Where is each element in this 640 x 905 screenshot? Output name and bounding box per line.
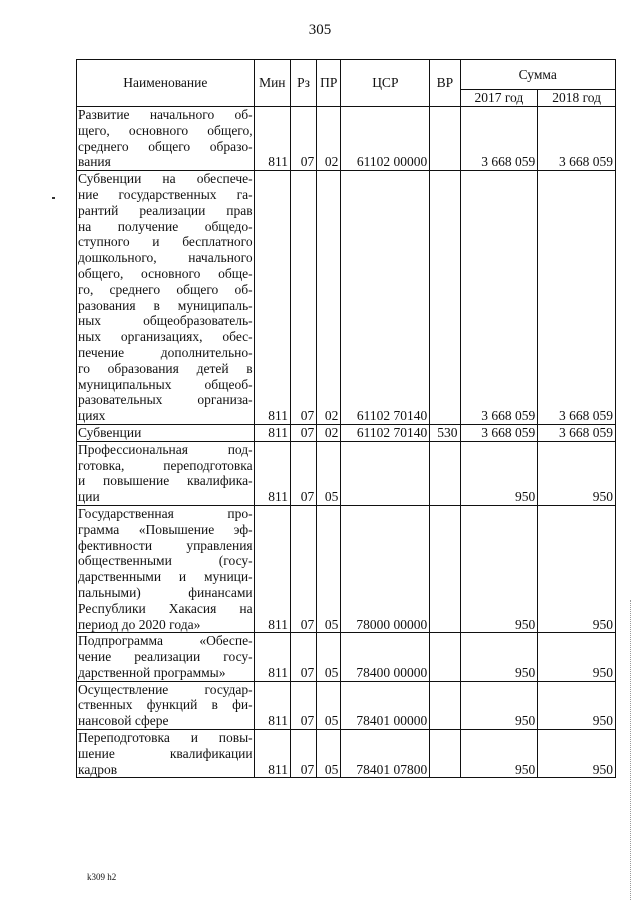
cell-csr: 61102 70140 bbox=[341, 424, 430, 441]
cell-min: 811 bbox=[254, 107, 290, 171]
cell-2018: 950 bbox=[538, 441, 616, 505]
cell-2018: 3 668 059 bbox=[538, 171, 616, 425]
row-name-line: циях bbox=[78, 408, 106, 424]
budget-table bbox=[76, 59, 616, 778]
row-name-line: ственных функций в фи- bbox=[78, 697, 253, 713]
row-name-line: ных общеобразователь- bbox=[78, 313, 253, 329]
row-name bbox=[77, 171, 255, 425]
row-name-line: ние государственных га- bbox=[78, 186, 253, 202]
row-name-line: дарственными и муници- bbox=[78, 569, 253, 585]
cell-2017: 950 bbox=[460, 633, 538, 681]
row-name-line: вания bbox=[78, 154, 111, 170]
cell-vr bbox=[430, 505, 460, 632]
header-2017: 2017 год bbox=[460, 90, 538, 107]
cell-min: 811 bbox=[254, 681, 290, 729]
header-vr: ВР bbox=[430, 60, 460, 107]
row-name-line: чение реализации госу- bbox=[78, 649, 253, 665]
cell-2018: 3 668 059 bbox=[538, 107, 616, 171]
row-name-line: го образования детей в bbox=[78, 360, 253, 376]
cell-pr: 02 bbox=[317, 424, 341, 441]
cell-2017: 950 bbox=[460, 441, 538, 505]
row-name bbox=[77, 441, 255, 505]
footer-code: k309 h2 bbox=[87, 872, 117, 882]
row-name-line: и повышение квалифика- bbox=[78, 473, 253, 489]
cell-min: 811 bbox=[254, 505, 290, 632]
row-name-line: нансовой сфере bbox=[78, 713, 169, 729]
cell-csr: 61102 00000 bbox=[341, 107, 430, 171]
row-name-line: рантий реализации прав bbox=[78, 202, 253, 218]
cell-min: 811 bbox=[254, 730, 290, 778]
row-name bbox=[77, 681, 255, 729]
row-name-line: грамма «Повышение эф- bbox=[78, 521, 253, 537]
cell-2017: 950 bbox=[460, 505, 538, 632]
cell-vr bbox=[430, 171, 460, 425]
cell-2018: 950 bbox=[538, 681, 616, 729]
table-row bbox=[77, 171, 616, 425]
row-name-line: го, среднего общего об- bbox=[78, 281, 253, 297]
header-csr: ЦСР bbox=[341, 60, 430, 107]
cell-min: 811 bbox=[254, 171, 290, 425]
row-name-line: Субвенции на обеспече- bbox=[78, 171, 253, 187]
cell-csr: 78401 07800 bbox=[341, 730, 430, 778]
cell-pr: 02 bbox=[317, 107, 341, 171]
table-row bbox=[77, 505, 616, 632]
cell-pr: 05 bbox=[317, 505, 341, 632]
row-name-line: готовка, переподготовка bbox=[78, 457, 253, 473]
header-sum: Сумма bbox=[460, 60, 616, 90]
row-name-line: ных организациях, обес- bbox=[78, 329, 253, 345]
row-name-line: пальными) финансами bbox=[78, 584, 253, 600]
header-min: Мин bbox=[254, 60, 290, 107]
scan-artifact bbox=[630, 600, 632, 900]
table-row bbox=[77, 424, 616, 441]
cell-rz: 07 bbox=[290, 441, 316, 505]
row-name-line: дарственной программы» bbox=[78, 664, 226, 680]
cell-vr: 530 bbox=[430, 424, 460, 441]
row-name bbox=[77, 633, 255, 681]
cell-2018: 3 668 059 bbox=[538, 424, 616, 441]
table-row bbox=[77, 441, 616, 505]
header-2018: 2018 год bbox=[538, 90, 616, 107]
row-name-line: ступного и бесплатного bbox=[78, 234, 253, 250]
cell-rz: 07 bbox=[290, 171, 316, 425]
cell-2017: 3 668 059 bbox=[460, 171, 538, 425]
row-name-line: разовательных организа- bbox=[78, 392, 253, 408]
cell-vr bbox=[430, 107, 460, 171]
cell-vr bbox=[430, 633, 460, 681]
cell-csr: 61102 70140 bbox=[341, 171, 430, 425]
cell-vr bbox=[430, 730, 460, 778]
cell-rz: 07 bbox=[290, 681, 316, 729]
cell-min: 811 bbox=[254, 441, 290, 505]
cell-min: 811 bbox=[254, 424, 290, 441]
row-name-line: Подпрограмма «Обеспе- bbox=[78, 633, 253, 649]
cell-2018: 950 bbox=[538, 505, 616, 632]
table-row bbox=[77, 633, 616, 681]
row-name bbox=[77, 505, 255, 632]
scan-dot bbox=[52, 197, 55, 199]
table-row bbox=[77, 730, 616, 778]
cell-rz: 07 bbox=[290, 424, 316, 441]
row-name-line: общественными (госу- bbox=[78, 553, 253, 569]
cell-vr bbox=[430, 681, 460, 729]
cell-pr: 02 bbox=[317, 171, 341, 425]
cell-2017: 3 668 059 bbox=[460, 107, 538, 171]
row-name-line: на получение общедо- bbox=[78, 218, 253, 234]
row-name-line: дошкольного, начального bbox=[78, 250, 253, 266]
cell-rz: 07 bbox=[290, 505, 316, 632]
row-name-line: щего, основного общего, bbox=[78, 122, 253, 138]
header-name: Наименование bbox=[77, 60, 255, 107]
row-name-line: среднего общего образо- bbox=[78, 138, 253, 154]
table-row bbox=[77, 107, 616, 171]
row-name-line: Государственная про- bbox=[78, 505, 253, 521]
row-name-line: Переподготовка и повы- bbox=[78, 730, 253, 746]
row-name-line: Осуществление государ- bbox=[78, 681, 253, 697]
cell-csr: 78000 00000 bbox=[341, 505, 430, 632]
cell-2018: 950 bbox=[538, 730, 616, 778]
row-name-line: общего, основного обще- bbox=[78, 265, 253, 281]
row-name-line: фективности управления bbox=[78, 537, 253, 553]
row-name-line: Субвенции bbox=[78, 424, 142, 440]
page-number: 305 bbox=[308, 22, 332, 38]
cell-pr: 05 bbox=[317, 441, 341, 505]
row-name bbox=[77, 424, 255, 441]
header-pr: ПР bbox=[317, 60, 341, 107]
cell-rz: 07 bbox=[290, 730, 316, 778]
table-row bbox=[77, 681, 616, 729]
table-body bbox=[77, 107, 616, 778]
row-name-line: разования в муниципаль- bbox=[78, 297, 253, 313]
row-name-line: кадров bbox=[78, 761, 118, 777]
row-name-line: Республики Хакасия на bbox=[78, 600, 253, 616]
row-name bbox=[77, 730, 255, 778]
row-name-line: шение квалификации bbox=[78, 745, 253, 761]
row-name-line: ции bbox=[78, 489, 100, 505]
row-name bbox=[77, 107, 255, 171]
cell-2017: 950 bbox=[460, 730, 538, 778]
cell-2017: 3 668 059 bbox=[460, 424, 538, 441]
cell-rz: 07 bbox=[290, 633, 316, 681]
cell-min: 811 bbox=[254, 633, 290, 681]
row-name-line: период до 2020 года» bbox=[78, 616, 201, 632]
cell-vr bbox=[430, 441, 460, 505]
cell-pr: 05 bbox=[317, 681, 341, 729]
row-name-line: печение дополнительно- bbox=[78, 344, 253, 360]
row-name-line: муниципальных общеоб- bbox=[78, 376, 253, 392]
cell-2017: 950 bbox=[460, 681, 538, 729]
cell-pr: 05 bbox=[317, 730, 341, 778]
row-name-line: Профессиональная под- bbox=[78, 441, 253, 457]
cell-csr: 78400 00000 bbox=[341, 633, 430, 681]
cell-rz: 07 bbox=[290, 107, 316, 171]
cell-pr: 05 bbox=[317, 633, 341, 681]
cell-csr bbox=[341, 441, 430, 505]
cell-csr: 78401 00000 bbox=[341, 681, 430, 729]
cell-2018: 950 bbox=[538, 633, 616, 681]
header-rz: Рз bbox=[290, 60, 316, 107]
row-name-line: Развитие начального об- bbox=[78, 107, 253, 122]
